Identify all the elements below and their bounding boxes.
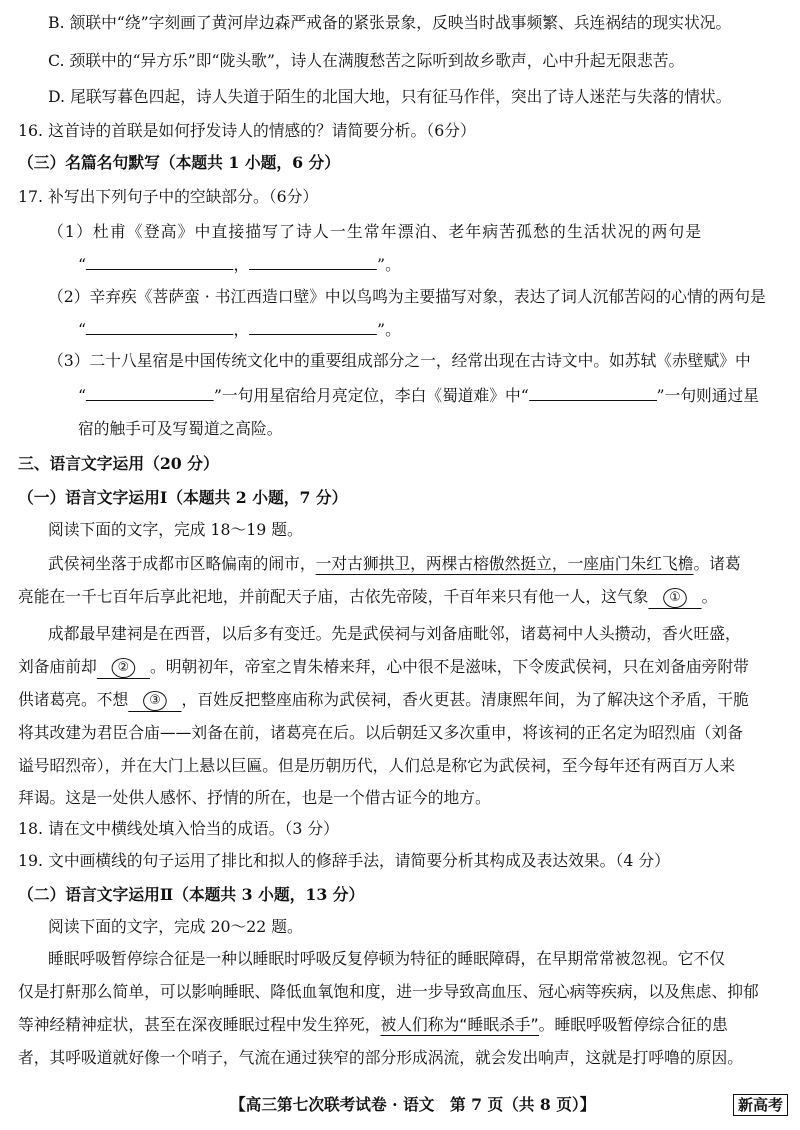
new-gaokao-badge: 新高考	[733, 1094, 788, 1116]
passage-1-line-8: 拜谒。这是一处供人感怀、抒情的所在，也是一个借古证今的地方。	[18, 788, 491, 807]
passage-2-line-3	[18, 1014, 788, 1036]
passage-2-line-1: 睡眠呼吸暂停综合征是一种以睡眠时呼吸反复停顿为特征的睡眠障碍，在早期常常被忽视。它不仅	[48, 949, 726, 968]
underlined-sentence: 一对古狮拱卫，两棵古榕傲然挺立，一座庙门朱红飞檐	[315, 554, 694, 573]
open-quote: “	[78, 320, 87, 339]
answer-blank[interactable]	[86, 318, 233, 335]
answer-blank[interactable]	[86, 384, 214, 401]
passage-1-line-4	[18, 656, 788, 679]
comma: ，	[233, 255, 250, 274]
question-16: 16. 这首诗的首联是如何抒发诗人的情感的？请简要分析。（6分）	[18, 121, 476, 140]
question-19: 19. 文中画横线的句子运用了排比和拟人的修辞手法，请简要分析其构成及表达效果。（4 分）	[18, 851, 670, 870]
part-3-end-text: ”一句则通过星	[656, 386, 759, 405]
blank-2[interactable]	[97, 656, 150, 679]
question-17-part-1: （1）杜甫《登高》中直接描写了诗人一生常年漂泊、老年病苦孤愁的生活状况的两句是	[48, 222, 703, 241]
option-c: C. 颈联中的“异方乐”即“陇头歌”，诗人在满腹愁苦之际听到故乡歌声，心中升起无限悲苦。	[48, 51, 685, 70]
passage-2-line-4: 者，其呼吸道就好像一个哨子，气流在通过狭窄的部分形成涡流，就会发出响声，这就是打呼噜的原因。	[18, 1048, 743, 1067]
question-17-blank-line-2	[78, 318, 788, 341]
answer-blank[interactable]	[249, 318, 377, 335]
option-b: B. 颔联中“绕”字刻画了黄河岸边森严戒备的紧张景象，反映当时战事频繁、兵连祸结的现实状况。	[48, 13, 732, 32]
open-quote: “	[78, 386, 87, 405]
passage-text: 等神经精神症状，甚至在深夜睡眠过程中发生猝死，	[18, 1015, 381, 1034]
question-17-blank-line-1	[78, 253, 788, 276]
part-3-middle-text: ”一句用星宿给月亮定位，李白《蜀道难》中“	[213, 386, 529, 405]
close-quote: ”。	[377, 320, 401, 339]
passage-text: 。诸葛	[693, 554, 741, 573]
section-3-title: （三）名篇名句默写（本题共 1 小题，6 分）	[18, 153, 341, 172]
passage-1-line-1	[48, 553, 788, 575]
passage-text: 亮能在一千七百年后享此祀地，并前配天子庙，古依先帝陵，千百年来只有他一人，这气象	[18, 587, 649, 606]
question-17-part-3: （3）二十八星宿是中国传统文化中的重要组成部分之一，经常出现在古诗文中。如苏轼《赤壁赋》中	[48, 351, 751, 370]
circled-number-3: ③	[143, 691, 167, 711]
passage-text: 供诸葛亮。不想	[18, 690, 129, 709]
page-footer: 【高三第七次联考试卷 · 语文 第 7 页（共 8 页）】	[230, 1095, 596, 1114]
subsection-1-title: （一）语言文字运用Ⅰ（本题共 2 小题，7 分）	[18, 488, 348, 507]
passage-1-line-3: 成都最早建祠是在西晋，以后多有变迁。先是武侯祠与刘备庙毗邻，诸葛祠中人头攒动，香火旺盛，	[48, 624, 741, 643]
comma: ，	[233, 320, 250, 339]
answer-blank[interactable]	[86, 253, 233, 270]
passage-2-line-2: 仅是打鼾那么简单，可以影响睡眠、降低血氧饱和度，进一步导致高血压、冠心病等疾病，以及焦虑、抑郁	[18, 982, 759, 1001]
passage-text: 。明朝初年，帝室之胄朱椿来拜，心中很不是滋味，下令废武侯祠，只在刘备庙旁附带	[150, 657, 749, 676]
circled-number-2: ②	[112, 658, 136, 678]
passage-1-line-6: 将其改建为君臣合庙——刘备在前，诸葛亮在后。以后朝廷又多次重申，将该祠的正名定为昭烈庙（刘备	[18, 723, 743, 742]
passage-1-line-7: 谥号昭烈帝），并在大门上悬以巨匾。但是历朝历代，人们总是称它为武侯祠，至今每年还有两百万人来	[18, 756, 736, 775]
underlined-phrase: 被人们称为“睡眠杀手”	[380, 1015, 539, 1034]
passage-text: 。	[701, 587, 718, 606]
subsection-2-instruction: 阅读下面的文字，完成 20～22 题。	[48, 917, 303, 936]
passage-text: 。睡眠呼吸暂停综合征的患	[538, 1015, 728, 1034]
part-3-heading: 三、语言文字运用（20 分）	[18, 454, 219, 473]
passage-text: 武侯祠坐落于成都市区略偏南的闹市，	[48, 554, 316, 573]
passage-1-line-2	[18, 586, 788, 609]
answer-blank[interactable]	[529, 384, 657, 401]
open-quote: “	[78, 255, 87, 274]
subsection-2-title: （二）语言文字运用Ⅱ（本题共 3 小题，13 分）	[18, 885, 365, 904]
blank-1[interactable]	[648, 586, 701, 609]
question-17-part-3-tail: 宿的触手可及写蜀道之高险。	[78, 419, 283, 438]
passage-1-line-5	[18, 689, 788, 712]
passage-text: ，百姓反把整座庙称为武侯祠，香火更甚。清康熙年间，为了解决这个矛盾，干脆	[181, 690, 749, 709]
question-17-stem: 17. 补写出下列句子中的空缺部分。（6分）	[18, 187, 319, 206]
question-17-part-2: （2）辛弃疾《菩萨蛮 · 书江西造口壁》中以鸟鸣为主要描写对象，表达了词人沉郁苦闷的心情的两句是	[48, 287, 766, 306]
option-d: D. 尾联写暮色四起，诗人失道于陌生的北国大地，只有征马作伴，突出了诗人迷茫与失落的情状。	[48, 87, 732, 106]
passage-text: 刘备庙前却	[18, 657, 97, 676]
blank-3[interactable]	[128, 689, 181, 712]
answer-blank[interactable]	[249, 253, 377, 270]
question-17-part-3-blanks	[78, 384, 788, 407]
question-18: 18. 请在文中横线处填入恰当的成语。（3 分）	[18, 819, 339, 838]
circled-number-1: ①	[663, 588, 687, 608]
close-quote: ”。	[377, 255, 401, 274]
subsection-1-instruction: 阅读下面的文字，完成 18～19 题。	[48, 520, 303, 539]
